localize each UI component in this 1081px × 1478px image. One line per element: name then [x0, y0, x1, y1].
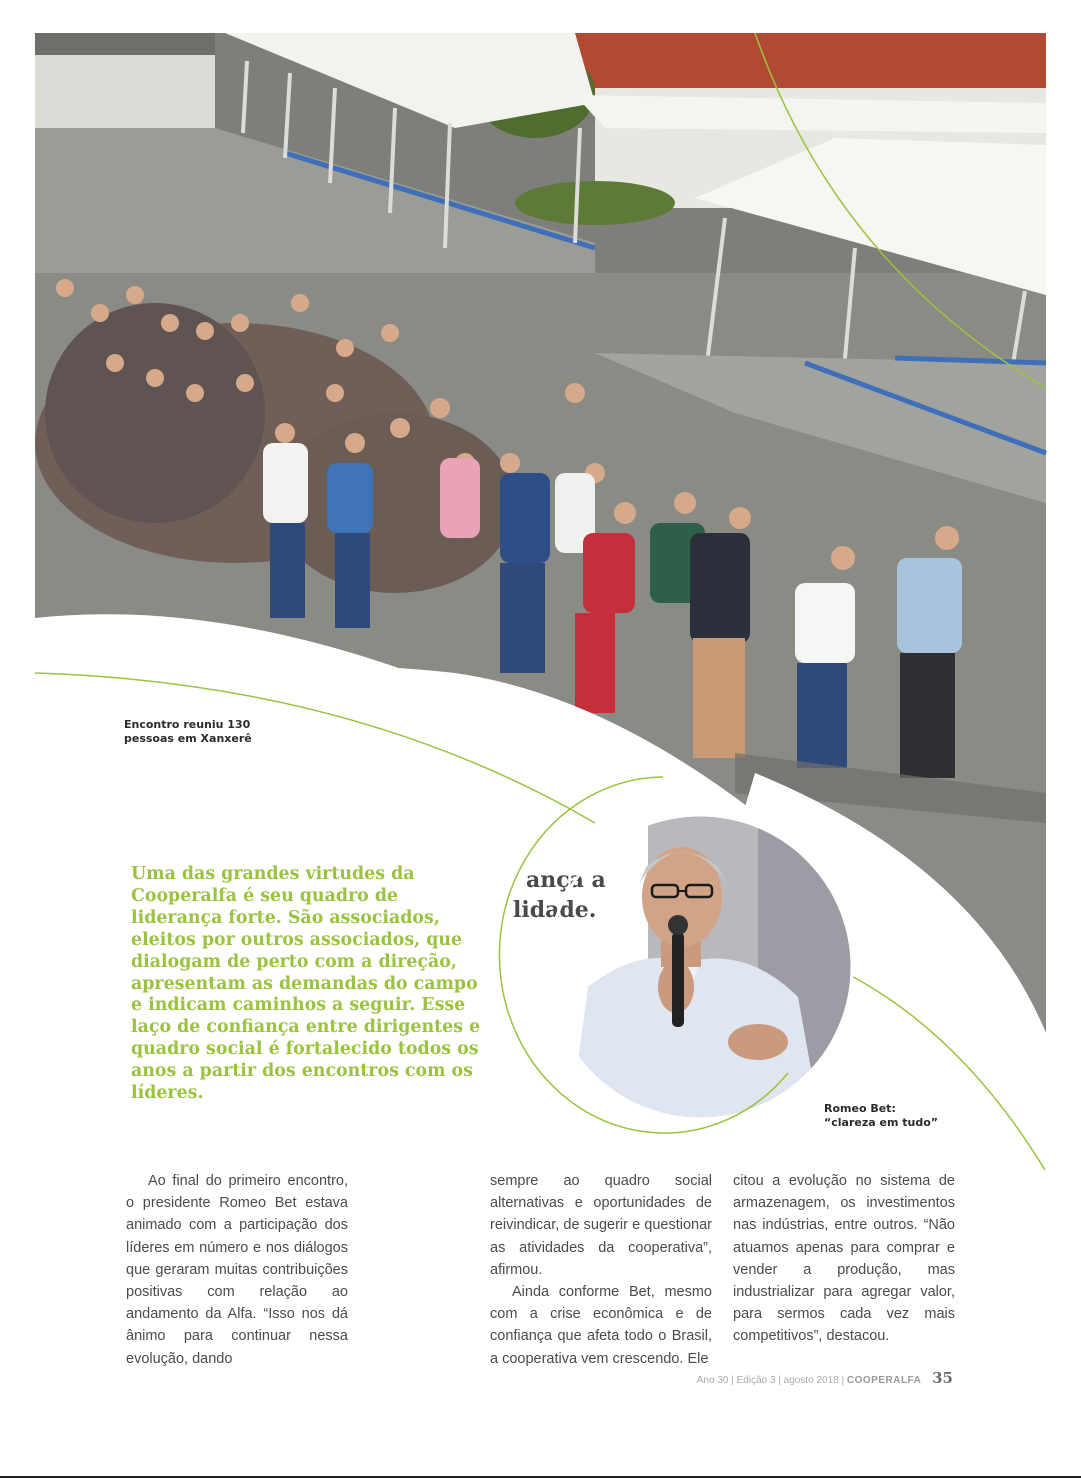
- brand-name: COOPERALFA: [846, 1375, 922, 1386]
- body-paragraph: citou a evolução no sistema de armazenagem, os investimentos nas indústrias, entre outros. “Não atuamos apenas para comprar e vender a produção, mas industrializar para agregar valor, para sermos cada vez mais competitivos”, destacou.: [733, 1173, 955, 1345]
- body-paragraph: Ao final do primeiro encontro, o presidente Romeo Bet estava animado com a participação dos líderes em número e nos diálogos que geraram muitas contribuições positivas com relação ao andamento da Alfa. “Isso nos dá ânimo para continuar nessa evolução, dando: [126, 1173, 348, 1367]
- group-photo-caption: Encontro reuniu 130 pessoas em Xanxerê: [124, 718, 252, 745]
- pull-quote: Uma das grandes virtudes da Cooperalfa é seu quadro de liderança forte. São associados, eleitos por outros associados, que dialogam de perto com a direção, apresentam as demandas do campo e indicam caminhos a seguir. Esse laço de confiança entre dirigentes e quadro social é fortalecido todos os anos a partir dos encontros com os líderes.: [131, 864, 481, 1104]
- page-footer: [697, 1369, 953, 1387]
- body-column-2: [490, 1170, 712, 1370]
- page-number: 35: [932, 1369, 953, 1387]
- portrait-caption: Romeo Bet: “clareza em tudo”: [824, 1102, 938, 1129]
- backdrop-text-line2: lidade.: [513, 897, 597, 923]
- body-column-3: [733, 1170, 955, 1348]
- issue-info: Ano 30 | Edição 3 | agosto 2018 |: [696, 1375, 845, 1386]
- backdrop-text-line1: ança a: [526, 867, 606, 893]
- body-paragraph: Ainda conforme Bet, mesmo com a crise econômica e de confiança que afeta todo o Brasil, a cooperativa vem crescendo. Ele: [490, 1284, 712, 1367]
- body-column-1: [126, 1170, 348, 1370]
- body-paragraph: sempre ao quadro social alternativas e oportunidades de reivindicar, de sugerir e questionar as atividades da cooperativa”, afirmou.: [490, 1173, 712, 1278]
- portrait-ring: [488, 773, 818, 1139]
- green-rule-decoration: [840, 970, 1050, 1175]
